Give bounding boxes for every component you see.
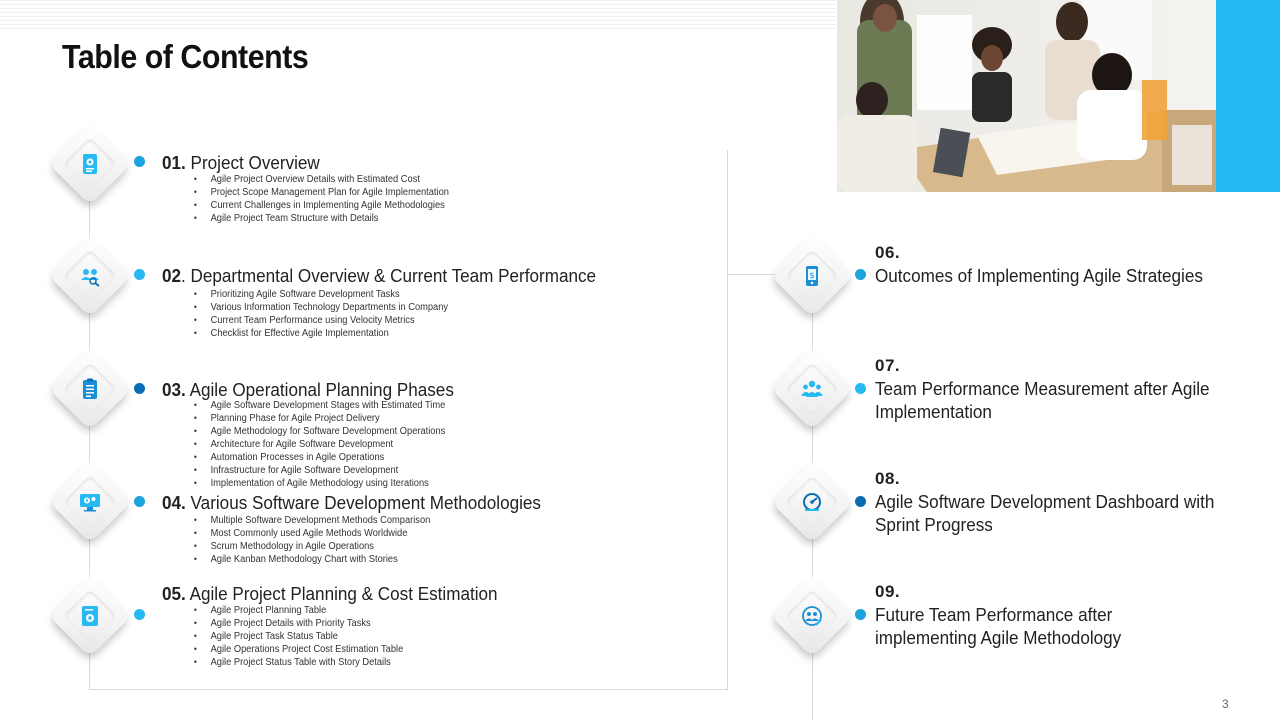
section-05-badge [50,576,130,656]
section-03-dot [134,383,145,394]
monitor-gears-icon [79,491,101,513]
page-title: Table of Contents [62,38,309,75]
list-item[interactable]: • Current Team Performance using Velocity Metrics [192,314,448,327]
svg-text:$: $ [809,271,815,280]
section-06-number: 06. [875,243,901,262]
section-07-badge [772,349,852,429]
page-number: 3 [1222,697,1229,711]
header-stripes [0,0,836,30]
section-04-title[interactable]: 04. Various Software Development Methodologies [162,493,541,513]
section-02-dot [134,269,145,280]
list-item[interactable]: • Agile Software Development Stages with Estimated Time [192,399,445,412]
section-05-dot [134,609,145,620]
section-09-number: 09. [875,582,901,601]
section-02-title[interactable]: 02. Departmental Overview & Current Team Performance [162,266,597,286]
section-06-badge [772,236,852,316]
section-06-dot [855,269,866,280]
section-04-dot [134,496,145,507]
document-gear-icon [79,153,101,175]
list-item[interactable]: • Planning Phase for Agile Project Delivery [192,412,445,425]
section-07-dot [855,383,866,394]
list-item[interactable]: • Scrum Methodology in Agile Operations [192,540,430,553]
dashboard-gauge-icon [801,491,823,513]
section-06-title[interactable]: Outcomes of Implementing Agile Strategies [875,266,1203,286]
list-item[interactable]: • Agile Operations Project Cost Estimation Table [192,643,403,656]
section-09-title[interactable]: Future Team Performance after implementing Agile Methodology [875,605,1122,648]
section-07-number: 07. [875,356,901,375]
list-item[interactable]: • Checklist for Effective Agile Implementation [192,327,448,340]
list-item[interactable]: • Project Scope Management Plan for Agile Implementation [192,186,449,199]
section-03-items [192,399,464,490]
list-item[interactable]: • Agile Project Status Table with Story Details [192,656,403,669]
section-08-badge [772,462,852,542]
document-cog-icon [79,605,101,627]
list-item[interactable]: • Automation Processes in Agile Operations [192,451,445,464]
list-item[interactable]: • Agile Project Team Structure with Details [192,212,449,225]
section-03-badge [50,349,130,429]
list-item[interactable]: • Prioritizing Agile Software Development Tasks [192,288,448,301]
list-item[interactable]: • Agile Project Task Status Table [192,630,403,643]
section-02-badge [50,236,130,316]
list-item[interactable]: • Agile Methodology for Software Development Operations [192,425,445,438]
team-search-icon [79,265,101,287]
team-meeting-photo [837,0,1217,192]
accent-bar [1216,0,1280,192]
section-04-items [192,514,448,566]
list-item[interactable]: • Implementation of Agile Methodology using Iterations [192,477,445,490]
list-item[interactable]: • Architecture for Agile Software Development [192,438,445,451]
list-item[interactable]: • Agile Project Planning Table [192,604,403,617]
list-item[interactable]: • Agile Kanban Methodology Chart with Stories [192,553,430,566]
section-04-badge [50,462,130,542]
section-08-dot [855,496,866,507]
mobile-dollar-icon [801,265,823,287]
section-01-title[interactable]: 01. Project Overview [162,153,320,173]
list-item[interactable]: • Multiple Software Development Methods Comparison [192,514,430,527]
list-item[interactable]: • Various Information Technology Departments in Company [192,301,448,314]
section-01-dot [134,156,145,167]
team-group-icon [801,378,823,400]
list-item[interactable]: • Agile Project Details with Priority Tasks [192,617,403,630]
section-03-title[interactable]: 03. Agile Operational Planning Phases [162,380,454,400]
clipboard-list-icon [79,378,101,400]
section-07-title[interactable]: Team Performance Measurement after Agile Implementation [875,379,1210,422]
section-09-dot [855,609,866,620]
list-item[interactable]: • Most Commonly used Agile Methods Worldwide [192,527,430,540]
list-item[interactable]: • Infrastructure for Agile Software Development [192,464,445,477]
list-item[interactable]: • Agile Project Overview Details with Estimated Cost [192,173,449,186]
section-09-badge [772,576,852,656]
section-02-items [192,288,467,340]
section-05-items [192,604,419,669]
section-05-title[interactable]: 05. Agile Project Planning & Cost Estimation [162,584,498,604]
section-01-items [192,173,468,225]
section-01-badge [50,124,130,204]
section-08-title[interactable]: Agile Software Development Dashboard with Sprint Progress [875,492,1215,535]
section-08-number: 08. [875,469,901,488]
team-growth-icon [801,605,823,627]
list-item[interactable]: • Current Challenges in Implementing Agile Methodologies [192,199,449,212]
